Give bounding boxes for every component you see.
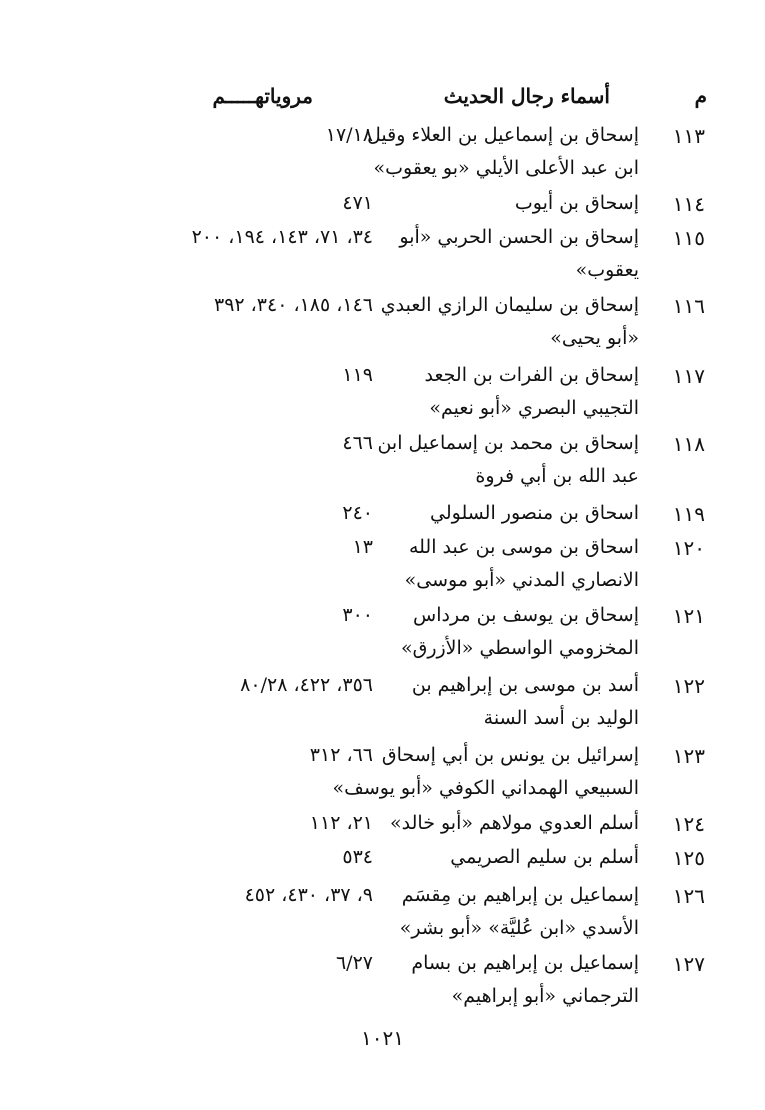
table-row — [0, 502, 765, 536]
narration-references: ٥٣٤ — [342, 846, 373, 868]
column-header-names: أسماء رجال الحديث — [443, 84, 610, 108]
narrator-name-continued: المخزومي الواسطي «الأزرق» — [400, 637, 639, 659]
narrator-name: إسرائيل بن يونس بن أبي إسحاق — [381, 744, 639, 766]
narrator-name-continued: عبد الله بن أبي فروة — [475, 465, 639, 487]
table-row — [0, 294, 765, 364]
narration-references: ٣٤، ٧١، ١٤٣، ١٩٤، ٢٠٠ — [191, 226, 373, 248]
table-row — [0, 124, 765, 194]
narration-references: ١٣ — [352, 536, 373, 558]
narration-references: ٩، ٣٧، ٤٣٠، ٤٥٢ — [244, 884, 373, 906]
narration-references: ٣٠٠ — [342, 604, 373, 626]
narrator-name: أسلم بن سليم الصريمي — [450, 846, 639, 868]
entry-number: ١١٨ — [672, 432, 705, 456]
narrator-name-continued: السبيعي الهمداني الكوفي «أبو يوسف» — [332, 777, 639, 799]
table-row — [0, 674, 765, 744]
narrator-name-continued: الأسدي «ابن عُليَّة» «أبو بشر» — [399, 917, 639, 939]
entry-number: ١١٥ — [672, 226, 705, 250]
column-header-narrations: مروياتهـــــم — [212, 84, 313, 108]
narrator-name-continued: التجيبي البصري «أبو نعيم» — [429, 397, 639, 419]
entry-number: ١١٣ — [672, 124, 705, 148]
narrator-name: أسلم العدوي مولاهم «أبو خالد» — [390, 812, 639, 834]
entry-number: ١١٧ — [672, 364, 705, 388]
narration-references: ١٧/١٨ — [325, 124, 373, 146]
table-row — [0, 604, 765, 674]
narrator-name-continued: الترجماني «أبو إبراهيم» — [451, 985, 639, 1007]
narrator-name: أسد بن موسى بن إبراهيم بن — [411, 674, 639, 696]
entry-number: ١١٤ — [672, 192, 705, 216]
narrator-name: إسحاق بن الفرات بن الجعد — [424, 364, 639, 386]
narrator-name: إسحاق بن يوسف بن مرداس — [413, 604, 639, 626]
narration-references: ٦/٢٧ — [335, 952, 373, 974]
table-row — [0, 536, 765, 606]
narrator-name: إسحاق بن إسماعيل بن العلاء وقيل — [366, 124, 639, 146]
narration-references: ٣٥٦، ٤٢٢، ٨٠/٢٨ — [240, 674, 373, 696]
narrator-name: اسحاق بن منصور السلولي — [430, 502, 639, 524]
narrator-name: اسحاق بن موسى بن عبد الله — [408, 536, 639, 558]
narration-references: ٢٤٠ — [342, 502, 373, 524]
table-row — [0, 812, 765, 846]
entry-number: ١٢١ — [672, 604, 705, 628]
narrator-name: إسحاق بن الحسن الحربي «أبو — [399, 226, 639, 248]
entry-number: ١١٩ — [672, 502, 705, 526]
entry-number: ١٢٥ — [672, 846, 705, 870]
table-row — [0, 432, 765, 502]
narration-references: ١١٩ — [342, 364, 373, 386]
narration-references: ١٤٦، ١٨٥، ٣٤٠، ٣٩٢ — [213, 294, 373, 316]
entry-number: ١٢٣ — [672, 744, 705, 768]
table-row — [0, 226, 765, 296]
table-row — [0, 846, 765, 880]
narrator-name: إسحاق بن أيوب — [514, 192, 639, 214]
narrator-name-continued: يعقوب» — [575, 259, 639, 281]
narration-references: ٦٦، ٣١٢ — [309, 744, 373, 766]
table-row — [0, 192, 765, 226]
narrator-name-continued: ابن عبد الأعلى الأيلي «بو يعقوب» — [373, 157, 639, 179]
entry-number: ١٢٠ — [672, 536, 705, 560]
table-row — [0, 952, 765, 1022]
narrator-name-continued: الوليد بن أسد السنة — [483, 707, 639, 729]
table-row — [0, 884, 765, 954]
entry-number: ١٢٢ — [672, 674, 705, 698]
narrator-name-continued: الانصاري المدني «أبو موسى» — [404, 569, 639, 591]
narrator-name: إسماعيل بن إبراهيم بن مِقسَم — [401, 884, 639, 906]
narration-references: ٤٧١ — [342, 192, 373, 214]
table-row — [0, 364, 765, 434]
entry-number: ١١٦ — [672, 294, 705, 318]
entry-number: ١٢٤ — [672, 812, 705, 836]
narrator-name: إسحاق بن سليمان الرازي العبدي — [380, 294, 639, 316]
table-row — [0, 744, 765, 814]
narration-references: ٢١، ١١٢ — [309, 812, 373, 834]
narrator-name: إسماعيل بن إبراهيم بن بسام — [411, 952, 639, 974]
column-header-number: م — [694, 84, 707, 108]
narrator-name-continued: «أبو يحيى» — [550, 327, 639, 349]
entry-number: ١٢٦ — [672, 884, 705, 908]
entry-number: ١٢٧ — [672, 952, 705, 976]
page-number: ١٠٢١ — [361, 1026, 404, 1050]
narrator-name: إسحاق بن محمد بن إسماعيل ابن — [377, 432, 639, 454]
narration-references: ٤٦٦ — [342, 432, 373, 454]
